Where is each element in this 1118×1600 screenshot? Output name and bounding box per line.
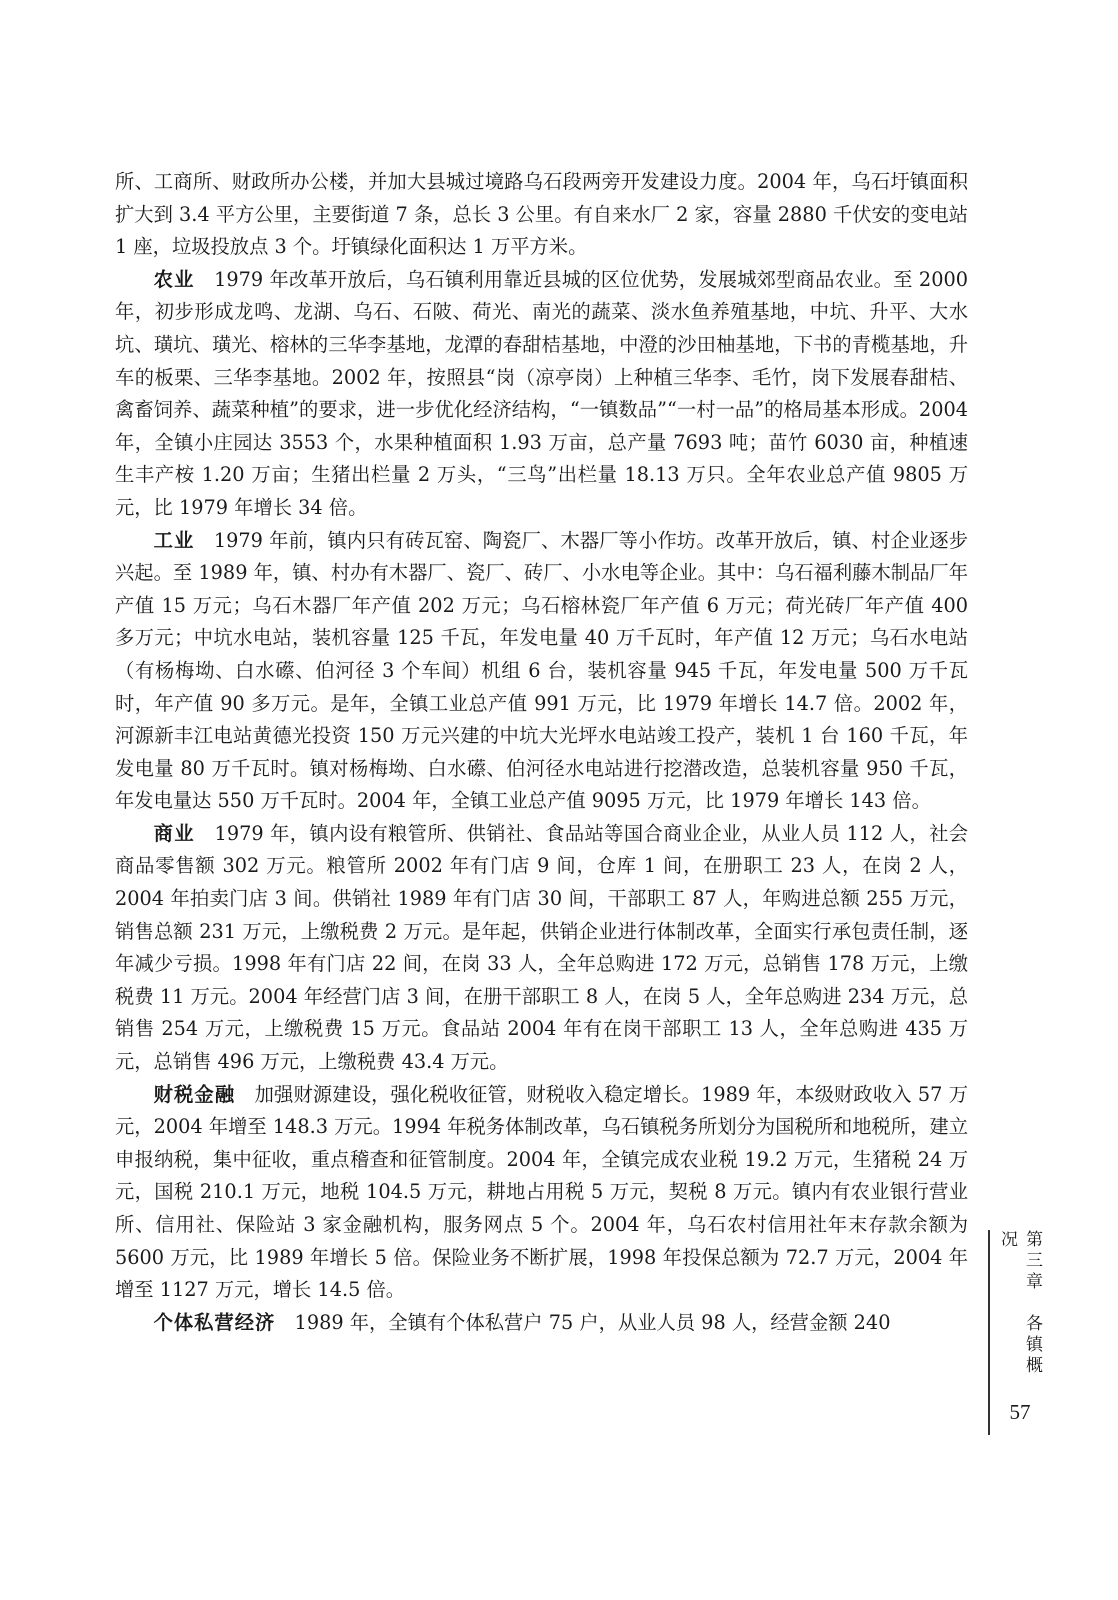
paragraph-agriculture — [115, 264, 968, 525]
paragraph-industry — [115, 525, 968, 818]
paragraph-text: 1979 年前，镇内只有砖瓦窑、陶瓷厂、木器厂等小作坊。改革开放后，镇、村企业逐步兴起。至 1989 年，镇、村办有木器厂、瓷厂、砖厂、小水电等企业。其中：乌石福利藤木制品厂年产值 15 万元；乌石木器厂年产值 202 万元；乌石榕林瓷厂年产值 6 万元；荷光砖厂年产值 400 多万元；中坑水电站，装机容量 125 千瓦，年发电量 40 万千瓦时，年产值 12 万元；乌石水电站（有杨梅坳、白水礤、伯河径 3 个车间）机组 6 台，装机容量 945 千瓦，年发电量 500 万千瓦时，年产值 90 多万元。是年，全镇工业总产值 991 万元，比 1979 年增长 14.7 倍。2002 年，河源新丰江电站黄德光投资 150 万元兴建的中坑大光坪水电站竣工投产，装机 1 台 160 千瓦，年发电量 80 万千瓦时。镇对杨梅坳、白水礤、伯河径水电站进行挖潜改造，总装机容量 950 千瓦，年发电量达 550 万千瓦时。2004 年，全镇工业总产值 9095 万元，比 1979 年增长 143 倍。 — [115, 528, 969, 813]
section-heading: 商业 — [153, 821, 195, 845]
section-heading: 工业 — [153, 528, 195, 552]
paragraph-private-economy — [115, 1307, 968, 1340]
page-number: 57 — [1009, 1400, 1031, 1424]
paragraph-text: 1979 年，镇内设有粮管所、供销社、食品站等国合商业企业，从业人员 112 人，社会商品零售额 302 万元。粮管所 2002 年有门店 9 间，仓库 1 间，在册职工 23 人，在岗 2 人，2004 年拍卖门店 3 间。供销社 1989 年有门店 30 间，干部职工 87 人，年购进总额 255 万元，销售总额 231 万元，上缴税费 2 万元。是年起，供销企业进行体制改革，全面实行承包责任制，逐年减少亏损。1998 年有门店 22 间，在岗 33 人，全年总购进 172 万元，总销售 178 万元，上缴税费 11 万元。2004 年经营门店 3 间，在册干部职工 8 人，在岗 5 人，全年总购进 234 万元，总销售 254 万元，上缴税费 15 万元。食品站 2004 年有在岗干部职工 13 人，全年总购进 435 万元，总销售 496 万元，上缴税费 43.4 万元。 — [115, 821, 969, 1074]
paragraph-text: 加强财源建设，强化税收征管，财税收入稳定增长。1989 年，本级财政收入 57 万元，2004 年增至 148.3 万元。1994 年税务体制改革，乌石镇税务所划分为国税所和地税所，建立申报纳税，集中征收，重点稽查和征管制度。2004 年，全镇完成农业税 19.2 万元，生猪税 24 万元，国税 210.1 万元，地税 104.5 万元，耕地占用税 5 万元，契税 8 万元。镇内有农业银行营业所、信用社、保险站 3 家金融机构，服务网点 5 个。2004 年，乌石农村信用社年末存款余额为 5600 万元，比 1989 年增长 5 倍。保险业务不断扩展，1998 年投保总额为 72.7 万元，2004 年增至 1127 万元，增长 14.5 倍。 — [115, 1082, 968, 1302]
chapter-sidebar — [992, 1230, 1048, 1425]
paragraph-commerce — [115, 818, 968, 1079]
sidebar-rule — [988, 1230, 990, 1435]
paragraph-finance — [115, 1079, 968, 1307]
paragraph-text: 1979 年改革开放后，乌石镇利用靠近县城的区位优势，发展城郊型商品农业。至 2000 年，初步形成龙鸣、龙湖、乌石、石陂、荷光、南光的蔬菜、淡水鱼养殖基地，中坑、升平、大水坑、璜坑、璜光、榕林的三华李基地，龙潭的春甜桔基地，中澄的沙田柚基地，下书的青榄基地，升车的板栗、三华李基地。2002 年，按照县“岗（凉亭岗）上种植三华李、毛竹，岗下发展春甜桔、禽畜饲养、蔬菜种植”的要求，进一步优化经济结构，“一镇数品”“一村一品”的格局基本形成。2004 年，全镇小庄园达 3553 个，水果种植面积 1.93 万亩，总产量 7693 吨；苗竹 6030 亩，种植速生丰产桉 1.20 万亩；生猪出栏量 2 万头，“三鸟”出栏量 18.13 万只。全年农业总产值 9805 万元，比 1979 年增长 34 倍。 — [115, 267, 968, 519]
paragraph-text: 1989 年，全镇有个体私营户 75 户，从业人员 98 人，经营金额 240 — [275, 1310, 891, 1334]
section-heading: 个体私营经济 — [153, 1310, 276, 1334]
chapter-title: 第三章 各镇概况 — [997, 1230, 1042, 1377]
paragraph-intro — [115, 166, 968, 264]
section-heading: 农业 — [153, 267, 195, 291]
page-body — [115, 166, 968, 1339]
paragraph-text: 所、工商所、财政所办公楼，并加大县城过境路乌石段两旁开发建设力度。2004 年，乌石圩镇面积扩大到 3.4 平方公里，主要街道 7 条，总长 3 公里。有自来水厂 2 家，容量 2880 千伏安的变电站 1 座，垃圾投放点 3 个。圩镇绿化面积达 1 万平方米。 — [115, 170, 968, 259]
section-heading: 财税金融 — [153, 1082, 236, 1106]
